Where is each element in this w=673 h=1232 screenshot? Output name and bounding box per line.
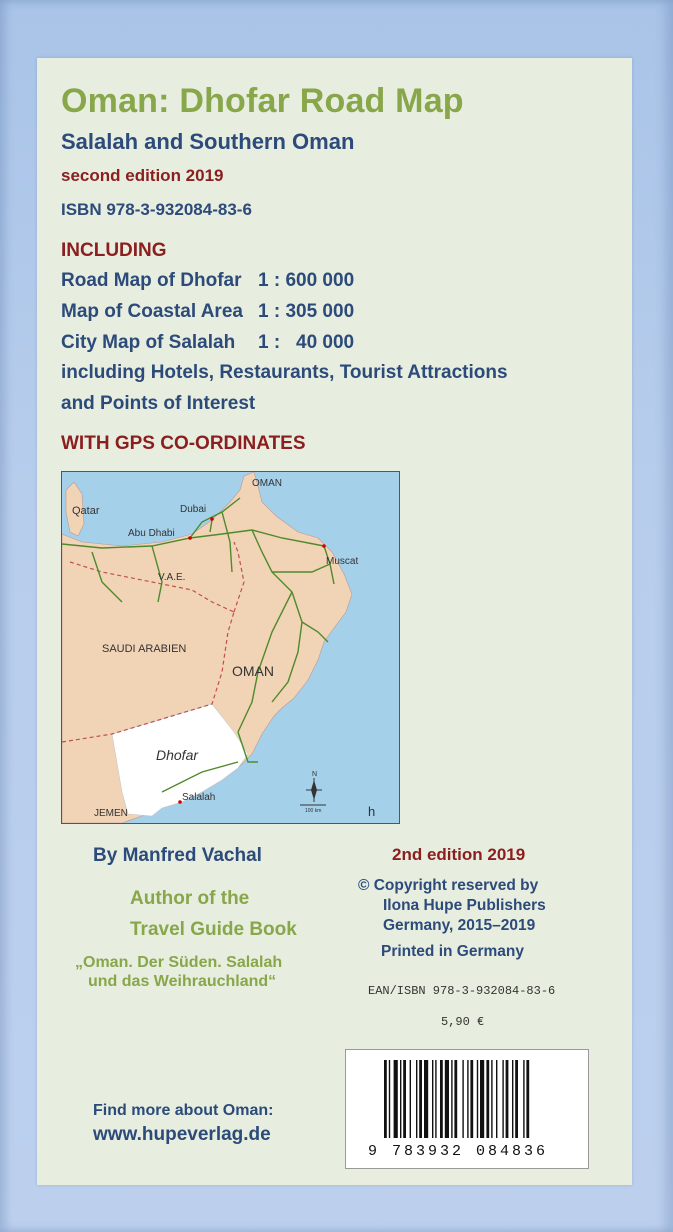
map-label-abu-dhabi: Abu Dhabi bbox=[128, 528, 175, 539]
gps-heading: WITH GPS CO-ORDINATES bbox=[61, 433, 306, 454]
map-item-scale: 1 : 305 000 bbox=[258, 301, 355, 322]
barcode-bar bbox=[445, 1060, 449, 1138]
publisher-logo-icon: h bbox=[368, 804, 376, 819]
barcode-bars bbox=[346, 1050, 588, 1144]
city-dot-dubai bbox=[210, 517, 214, 521]
barcode-bar bbox=[480, 1060, 484, 1138]
barcode-bar bbox=[477, 1060, 478, 1138]
map-label-oman-top: OMAN bbox=[252, 478, 282, 489]
map-label-oman-center: OMAN bbox=[232, 663, 274, 679]
barcode-bar bbox=[440, 1060, 443, 1138]
map-label-muscat: Muscat bbox=[326, 556, 359, 567]
barcode-bar bbox=[424, 1060, 428, 1138]
map-label-vae: V.A.E. bbox=[158, 572, 186, 583]
overview-map-svg bbox=[62, 472, 399, 823]
map-item-name: Road Map of Dhofar bbox=[61, 270, 242, 291]
map-label-jemen: JEMEN bbox=[94, 808, 128, 819]
barcode-bar bbox=[451, 1060, 452, 1138]
book-title-line: „Oman. Der Süden. Salalah bbox=[75, 954, 283, 971]
edition-label: second edition 2019 bbox=[61, 166, 224, 185]
barcode-bar bbox=[502, 1060, 503, 1138]
page-title: Oman: Dhofar Road Map bbox=[61, 82, 464, 120]
barcode-bar bbox=[410, 1060, 411, 1138]
find-more-label: Find more about Oman: bbox=[93, 1102, 274, 1119]
copyright-line: Ilona Hupe Publishers bbox=[383, 897, 546, 914]
barcode-bar bbox=[432, 1060, 433, 1138]
city-dot-muscat bbox=[322, 544, 326, 548]
map-item-scale: 1 : 40 000 bbox=[258, 332, 355, 353]
barcode-bar bbox=[416, 1060, 417, 1138]
map-item-name: City Map of Salalah bbox=[61, 332, 236, 353]
page-subtitle: Salalah and Southern Oman bbox=[61, 129, 355, 154]
copyright-line: © Copyright reserved by bbox=[358, 877, 539, 894]
guide-book-label: Travel Guide Book bbox=[130, 919, 297, 940]
barcode-bar bbox=[496, 1060, 497, 1138]
edition-2-label: 2nd edition 2019 bbox=[392, 845, 526, 864]
publisher-url: www.hupeverlag.de bbox=[93, 1124, 271, 1145]
barcode-bar bbox=[526, 1060, 529, 1138]
map-label-dubai: Dubai bbox=[180, 504, 207, 515]
author-name: By Manfred Vachal bbox=[93, 845, 262, 866]
including-heading: INCLUDING bbox=[61, 240, 167, 261]
city-dot-abu-dhabi bbox=[188, 536, 192, 540]
ean-isbn-label: EAN/ISBN 978-3-932084-83-6 bbox=[368, 984, 556, 998]
compass-north-label: N bbox=[312, 771, 318, 778]
isbn-label: ISBN 978-3-932084-83-6 bbox=[61, 200, 252, 219]
including-extra-line: including Hotels, Restaurants, Tourist Attractions bbox=[61, 362, 508, 383]
scale-bar-label: 100 km bbox=[305, 808, 322, 814]
barcode-bar bbox=[435, 1060, 436, 1138]
barcode-bar bbox=[512, 1060, 513, 1138]
barcode-bar bbox=[389, 1060, 390, 1138]
barcode-digits: 9 783932 084836 bbox=[368, 1143, 549, 1160]
book-title-line: und das Weihrauchland“ bbox=[88, 973, 277, 990]
including-extra-line: and Points of Interest bbox=[61, 393, 256, 414]
barcode-bar bbox=[467, 1060, 468, 1138]
barcode-bar bbox=[523, 1060, 524, 1138]
author-of-label: Author of the bbox=[130, 888, 250, 909]
barcode-bar bbox=[403, 1060, 406, 1138]
barcode-bar bbox=[470, 1060, 473, 1138]
map-item-name: Map of Coastal Area bbox=[61, 301, 243, 322]
map-label-dhofar: Dhofar bbox=[156, 747, 199, 763]
copyright-line: Germany, 2015–2019 bbox=[383, 917, 536, 934]
barcode-bar bbox=[384, 1060, 387, 1138]
price-label: 5,90 € bbox=[441, 1015, 485, 1029]
map-item-scale: 1 : 600 000 bbox=[258, 270, 355, 291]
barcode-bar bbox=[419, 1060, 422, 1138]
barcode-bar bbox=[462, 1060, 463, 1138]
overview-map bbox=[61, 471, 400, 824]
map-label-saudi: SAUDI ARABIEN bbox=[102, 643, 187, 655]
barcode-bar bbox=[506, 1060, 509, 1138]
barcode-bar bbox=[400, 1060, 401, 1138]
map-label-salalah: Salalah bbox=[182, 792, 216, 803]
barcode-bar bbox=[394, 1060, 398, 1138]
barcode-bar bbox=[454, 1060, 457, 1138]
barcode-bar bbox=[491, 1060, 492, 1138]
printed-in-label: Printed in Germany bbox=[381, 943, 524, 960]
barcode-bar bbox=[515, 1060, 518, 1138]
map-label-qatar: Qatar bbox=[72, 505, 100, 517]
barcode-bar bbox=[486, 1060, 489, 1138]
